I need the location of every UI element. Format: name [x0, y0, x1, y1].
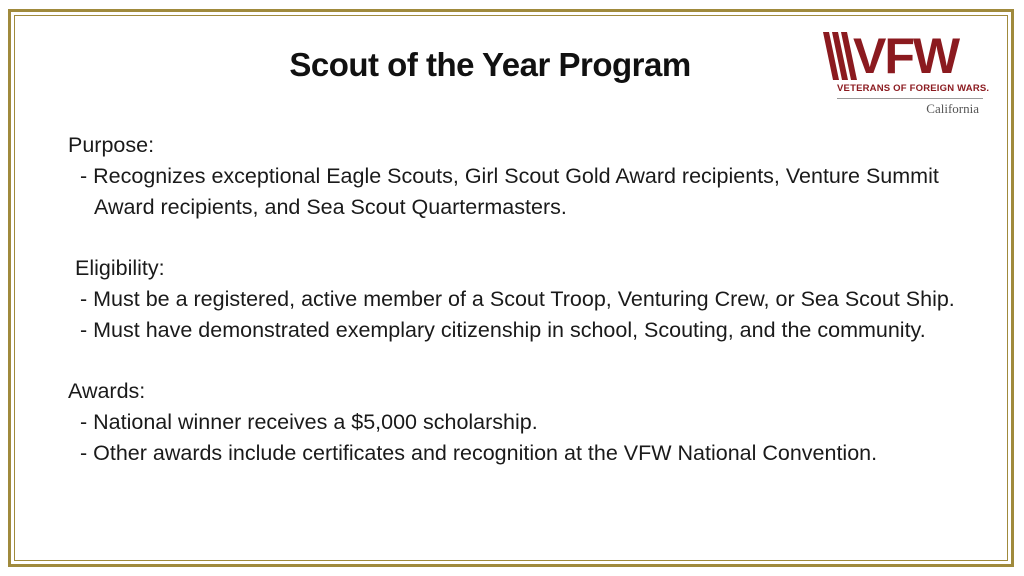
vfw-logo-divider [837, 98, 983, 99]
vfw-stripes-icon [823, 32, 857, 80]
vfw-logo-state: California [926, 101, 979, 116]
vfw-logo-subtitle: VETERANS OF FOREIGN WARS. [837, 83, 990, 94]
slide-title: Scout of the Year Program [289, 46, 691, 83]
vfw-logo-wordmark: VFW [853, 28, 959, 84]
eligibility-bullet: - Must have demonstrated exemplary citizenship in school, Scouting, and the community. [80, 317, 926, 342]
awards-bullet: - Other awards include certificates and recognition at the VFW National Convention. [80, 440, 878, 465]
vfw-logo [823, 30, 993, 122]
awards-heading: Awards: [68, 379, 146, 404]
awards-bullet: - National winner receives a $5,000 scholarship. [80, 410, 538, 435]
slide-body [68, 130, 968, 469]
eligibility-heading: Eligibility: [75, 256, 165, 281]
purpose-section [68, 130, 968, 222]
purpose-heading: Purpose: [68, 133, 155, 157]
purpose-bullet: - Recognizes exceptional Eagle Scouts, Girl Scout Gold Award recipients, Venture Summit Award recipients, and Sea Scout Quartermasters. [80, 163, 939, 219]
eligibility-bullet: - Must be a registered, active member of a Scout Troop, Venturing Crew, or Sea Scout Ship. [80, 286, 955, 311]
awards-section [68, 376, 968, 468]
eligibility-section [68, 253, 968, 345]
